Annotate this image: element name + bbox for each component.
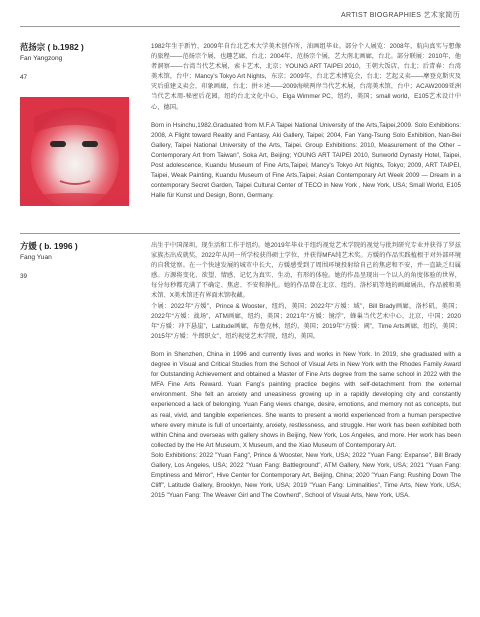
header-divider <box>20 26 460 27</box>
artist-name-en: Fan Yangzong <box>20 55 63 62</box>
page-header: ARTIST BIOGRAPHIES 艺术家简历 <box>341 12 460 19</box>
artist-page-number: 39 <box>20 273 28 280</box>
artist-2-info <box>20 241 140 280</box>
artwork-face-image <box>20 97 129 206</box>
bio-english-exhibitions: Solo Exhibitions: 2022 "Yuan Fang", Prince & Wooster, New York, USA; 2022 "Yuan Fang: Expanse", Bill Brady Gallery, Los Angeles, USA; 2022 "Yuan Fang: Battleground", ATM Gallery, New York, USA; 2021 "Yuan Fang: Emptiness and Mirror", Hive Center for Contemporary Art, Beijing, China; 2020 "Yuan Fang: Rushing Down The Cliff", Latitude Gallery, Brooklyn, New York, USA; 2019 "Yuan Fang: Liminalities", Time Arts, New York, USA; 2015 "Yuan Fang: The Weaver Girl and The Cowherd", School of Visual Arts, New York, USA. <box>151 451 461 500</box>
section-divider <box>20 233 460 234</box>
artist-2-bio <box>151 241 461 501</box>
artist-1-info <box>20 42 140 81</box>
artwork-fan-yangzong <box>20 97 129 206</box>
bio-chinese: 1982年生于新竹，2009年自台北艺术大学美术创作所，油画组毕业。部分个人展览：2008年，航向真实与想像的旅程——范扬宗个展，也趣艺廊，台北；2004年，范扬宗个展，艺大南北画廊，台北。部分联展：2010年，他者洞察——台湾当代艺术展，索卡艺术，北京；YOUNG ART TAIPEI 2010，王朝大饭店，台北；后青春：台湾美术馆，台中；Mancy's Tokyo Art Nights，东京；2009年，台北艺术博览会，台北；艺起义卖——摩登克斯灾及灾后重建义卖会，印象画廊，台北；拼＊述——2009海峡两岸当代艺术展，台湾美术馆，台中；ACAW2009亚洲当代艺术周-秘密后花园，纽约台北文化中心，Elga Wimmer PC，纽约，美国；small world，E105艺术设计中心，德国。 <box>151 43 461 111</box>
bio-chinese-exhibitions: 个展：2022年“方媛”，Prince & Wooster，纽约，美国；2022年“方媛：域”，Bill Brady画廊，洛杉矶，美国；2022年“方媛：战场”，ATM画廊，纽约，美国；2021年“方媛：镜浮”，蜂巢当代艺术中心，北京，中国；2020年“方媛：冲下悬崖”，Latitude画廊，布鲁克林，纽约，美国；2019年“方媛：阈”，Time Arts画廊，纽约，美国；2015年“方媛：牛郎织女”，纽约视觉艺术学院，纽约，美国。 <box>151 302 461 340</box>
artist-1-bio <box>151 42 461 201</box>
bio-chinese: 出生于中国深圳，现生活和工作于纽约。她2019年毕业于纽约视觉艺术学院的视觉与批判研究专业并获得了罗兹家族杰出成就奖，2022年从同一所学校获得硕士学位，并获得MFA纯艺术奖。方媛的作品实践植根于对外部环境的自我觉察。在一个快速发展的城市中长大，方媛感受到了周围环境投射给自己的焦虑和不安，并一直缺乏归属感。方源将变化、欲望、情感、记忆为真实、生动，有形的体验。她的作品呈现出一个以人的角度体验的世界，每分每秒都充满了不确定、焦虑、不安和挣扎。她的作品曾在北京、纽约、洛杉矶等地的画廊展出，作品被和美术馆、X美术馆还有界面术馆收藏。 <box>151 242 461 300</box>
bio-english: Born in Shenzhen, China in 1996 and currently lives and works in New York. In 2019, she graduated with a degree in Visual and Critical Studies from the School of Visual Arts in New York with the Rhodes Family Award for Outstanding Achievement and obtained a Master of Fine Arts degree from the same school in 2022 with the MFA Fine Arts Reward. Yuan Fang's painting practice begins with self-detachment from the external environment. She felt an anxiety and uneasiness growing up in a rapidly developing city and constantly experienced a lack of belonging. Yuan Fang views change, desire, emotions, and memory not as concepts, but as real, vivid, and tangible experiences. She wants to present a world experienced from a human perspective where every minute is full of uncertainty, anxiety, restlessness, and struggle. Her work has been exhibited both within China and overseas with gallery shows in Beijing, New York, Los Angeles, and more. Her work has been collected by the He Art Museum, X Museum, and the Xiao Museum of Contemporary Art. <box>151 350 461 449</box>
artist-name-en: Fang Yuan <box>20 254 52 261</box>
artist-page-number: 47 <box>20 74 28 81</box>
artist-name-cn: 范扬宗 ( b.1982 ) <box>20 42 84 52</box>
bio-english: Born in Hsinchu,1982.Graduated from M.F.A Taipei National University of the Arts,Taipei,2009. Solo Exhibitions: 2008, A Flight toward Reality and Fantasy, Aki Gallery, Taipei; 2004, Fan Yang-Tsung Solo Exhibition, Nan-Bei Gallery, Taipei National University of the Arts, Taipei. Group Exhibitions: 2010, Measurement of the Other – Contemporary Art from Taiwan", Soka Art, Beijing; YOUNG ART TAIPEI 2010, Sunworld Dynasty Hotel, Taipei, Post adolescence, Kuandu Museum of Fine Arts,Taipei; Mancy's Tokyo Art Nights, Tokyo; 2009, ART TAIPEI, Taipei, Weak Painting, Kuandu Museum of Fine Arts,Taipei; Asian Contemporary Art Week 2009 — Dream in a contemporary Secret Garden, Taipei Cultural Center of TECO in New York , New York, USA; Small World, E105 Halle für Kunst und Design, Bonn, Germany. <box>151 121 461 200</box>
artist-name-cn: 方媛 ( b. 1996 ) <box>20 241 78 251</box>
